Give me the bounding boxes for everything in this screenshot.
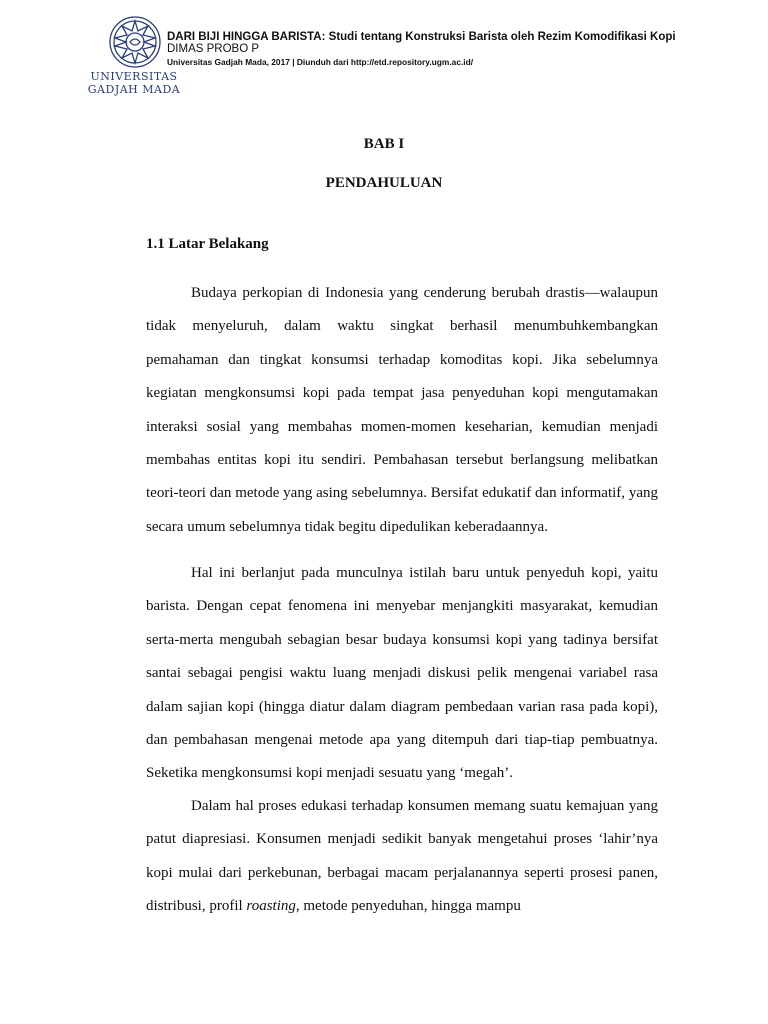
paragraph-3-text	[146, 790, 658, 924]
paragraph-3-italic-term: roasting	[246, 898, 296, 915]
chapter-number: BAB I	[363, 136, 405, 152]
university-name	[86, 70, 182, 96]
chapter-title: PENDAHULUAN	[325, 175, 443, 191]
header-title-bold: DARI BIJI HINGGA BARISTA:	[167, 31, 326, 43]
university-name-line-2: GADJAH MADA	[87, 83, 181, 96]
header-title-rest: Studi tentang Konstruksi Barista oleh Rezim Komodifikasi Kopi	[325, 31, 676, 43]
document-header	[167, 31, 676, 69]
paragraph-1	[146, 277, 658, 544]
paragraph-2-text: Hal ini berlanjut pada munculnya istilah baru untuk penyeduh kopi, yaitu barista. Dengan cepat fenomena ini menyebar menjangkiti masyarakat, kemudian serta-merta mengubah sebagian besar budaya konsumsi kopi yang tadinya bersifat santai sebagai pengisi waktu luang menjadi diskusi pelik mengenai variabel rasa dalam sajian kopi (hingga diatur dalam diagram pembedaan varian rasa pada kopi), dan pembahasan mengenai metode apa yang ditempuh dari tiap-tiap pembuatnya. Seketika mengkonsumsi kopi menjadi sesuatu yang ‘megah’.	[146, 565, 658, 782]
paragraph-3-text-a: Dalam hal proses edukasi terhadap konsumen memang suatu kemajuan yang patut diapresiasi. Konsumen menjadi sedikit banyak mengetahui proses ‘lahir’nya kopi mulai dari perkebunan, berbagai macam perjalanannya seperti prosesi panen, distribusi, profil	[146, 798, 658, 915]
header-author: DIMAS PROBO P	[167, 43, 260, 55]
paragraph-3-text-b: , metode penyeduhan, hingga mampu	[295, 898, 521, 915]
paragraph-3	[146, 790, 658, 924]
paragraph-1-text: Budaya perkopian di Indonesia yang cenderung berubah drastis—walaupun tidak menyeluruh, dalam waktu singkat berhasil menumbuhkembangkan pemahaman dan tingkat konsumsi terhadap komoditas kopi. Jika sebelumnya kegiatan mengkonsumsi kopi pada tempat jasa penyeduhan kopi mengutamakan interaksi sosial yang membahas momen-momen keseharian, kemudian menjadi membahas entitas kopi itu sendiri. Pembahasan tersebut berlangsung melibatkan teori-teori dan metode yang asing sebelumnya. Bersifat edukatif dan informatif, yang secara umum sebelumnya tidak begitu dipedulikan keberadaannya.	[146, 285, 658, 535]
section-heading: 1.1 Latar Belakang	[146, 236, 269, 252]
header-source-line: Universitas Gadjah Mada, 2017 | Diunduh dari http://etd.repository.ugm.ac.id/	[167, 57, 474, 67]
paragraph-2	[146, 557, 658, 791]
gadjah-mada-emblem-icon	[103, 14, 167, 70]
university-name-line-1: UNIVERSITAS	[90, 70, 178, 83]
